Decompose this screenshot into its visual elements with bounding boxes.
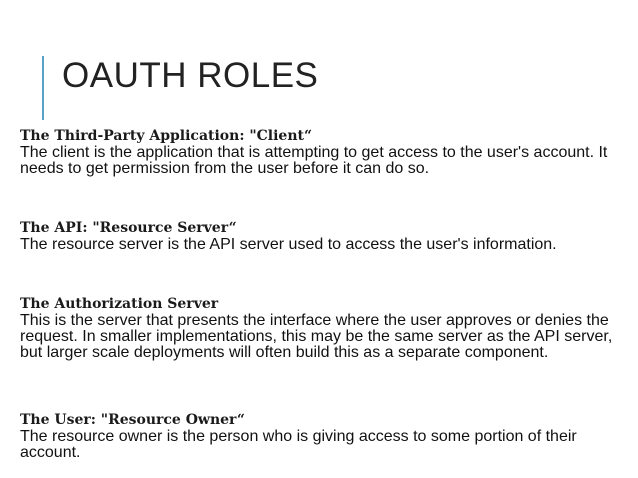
section-heading-resource-server: The API: "Resource Server“	[20, 220, 237, 236]
section-client	[20, 128, 630, 177]
section-heading-resource-owner: The User: "Resource Owner“	[20, 412, 245, 428]
title-accent-bar	[42, 56, 44, 120]
section-heading-client: The Third-Party Application: "Client“	[20, 128, 313, 144]
section-body-authorization-server: This is the server that presents the interface where the user approves or denies the request. In smaller implementations, this may be the same server as the API server, but larger scale deployments will often build this as a separate component.	[20, 312, 613, 361]
section-resource-server	[20, 220, 630, 253]
section-heading-authorization-server: The Authorization Server	[20, 296, 219, 312]
section-resource-owner	[20, 412, 630, 461]
section-body-resource-server: The resource server is the API server used to access the user's information.	[20, 236, 557, 253]
slide-title: OAUTH ROLES	[62, 56, 319, 95]
section-authorization-server	[20, 296, 630, 361]
section-body-resource-owner: The resource owner is the person who is giving access to some portion of their account.	[20, 428, 577, 461]
section-body-client: The client is the application that is attempting to get access to the user's account. It needs to get permission from the user before it can do so.	[20, 144, 608, 177]
